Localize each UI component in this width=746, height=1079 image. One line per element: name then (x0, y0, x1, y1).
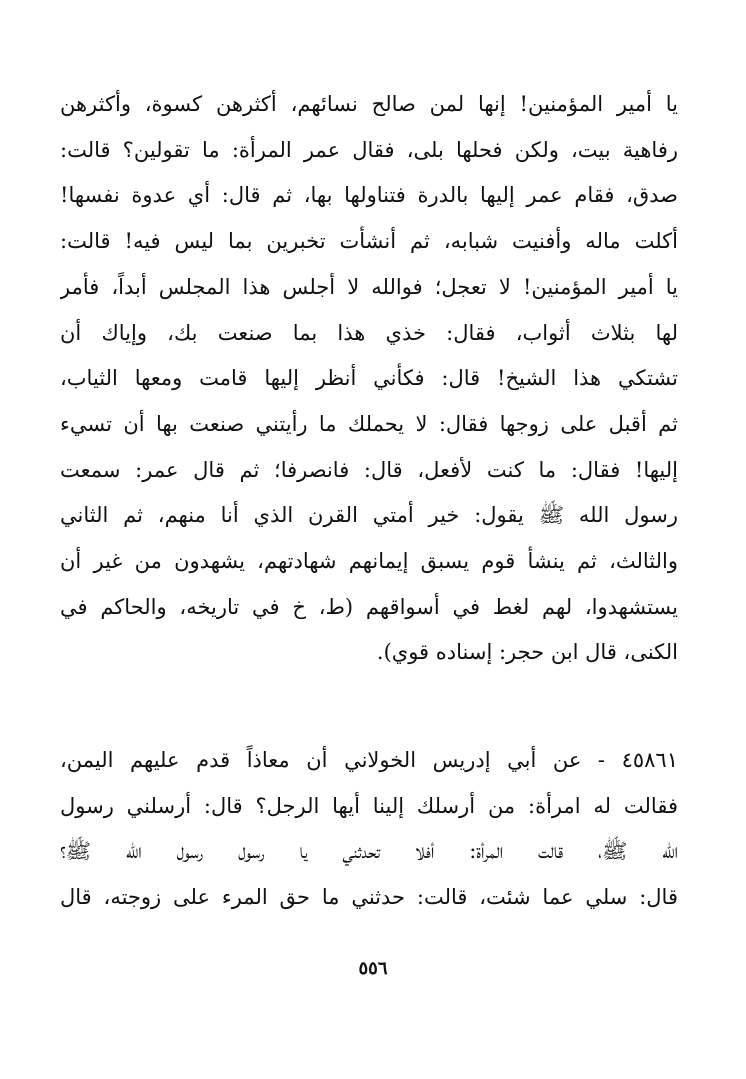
text-line: صدق، فقام عمر إليها بالدرة فتناولها بها، ثم قال: أي عدوة نفسها! (60, 183, 678, 208)
text-line: رسول الله ﷺ يقول: خير أمتي القرن الذي أنا منهم، ثم الثاني (60, 503, 678, 528)
text-line: ٤٥٨٦١ - عن أبي إدريس الخولاني أن معاذاً قدم عليهم اليمن، (60, 748, 678, 772)
text-line: يستشهدوا، لهم لغط في أسواقهم (ط، خ في تاريخه، والحاكم في (60, 594, 678, 619)
text-line: أكلت ماله وأفنيت شبابه، ثم أنشأت تخبرين بما ليس فيه! قالت: (60, 229, 678, 254)
text-line: فقالت له امرأة: من أرسلك إلينا أيها الرجل؟ قال: أرسلني رسول (60, 793, 678, 818)
paragraph-main (60, 82, 678, 676)
text-line: تشتكي هذا الشيخ! قال: فكأني أنظر إليها قامت ومعها الثياب، (60, 366, 678, 391)
page-number: ٥٥٦ (358, 958, 388, 979)
text-line: يا أمير المؤمنين! لا تعجل؛ فوالله لا أجلس هذا المجلس أبداً، فأمر (60, 274, 678, 299)
text-line: قال: سلي عما شئت، قالت: حدثني ما حق المرء على زوجته، قال (60, 885, 678, 910)
text-line: ثم أقبل على زوجها فقال: لا يحملك ما رأيتني صنعت بها أن تسيء (60, 411, 678, 436)
text-line: لها بثلاث أثواب، فقال: خذي هذا بما صنعت بك، وإياك أن (60, 320, 678, 345)
hadith-entry-45861 (60, 738, 678, 921)
text-line: الله ﷺ، قالت المرأة: أفلا تحدثني يا رسول رسول الله ﷺ؟ (60, 839, 678, 864)
text-line: الكنى، قال ابن حجر: إسناده قوي). (376, 640, 678, 665)
text-line: إليها! فقال: ما كنت لأفعل، قال: فانصرفا؛ ثم قال عمر: سمعت (60, 457, 678, 482)
text-line: رفاهية بيت، ولكن فحلها بلى، فقال عمر المرأة: ما تقولين؟ قالت: (60, 137, 678, 162)
text-line: يا أمير المؤمنين! إنها لمن صالح نسائهم، أكثرهن كسوة، وأكثرهن (60, 92, 678, 116)
text-line: والثالث، ثم ينشأ قوم يسبق إيمانهم شهادتهم، يشهدون من غير أن (60, 549, 678, 574)
